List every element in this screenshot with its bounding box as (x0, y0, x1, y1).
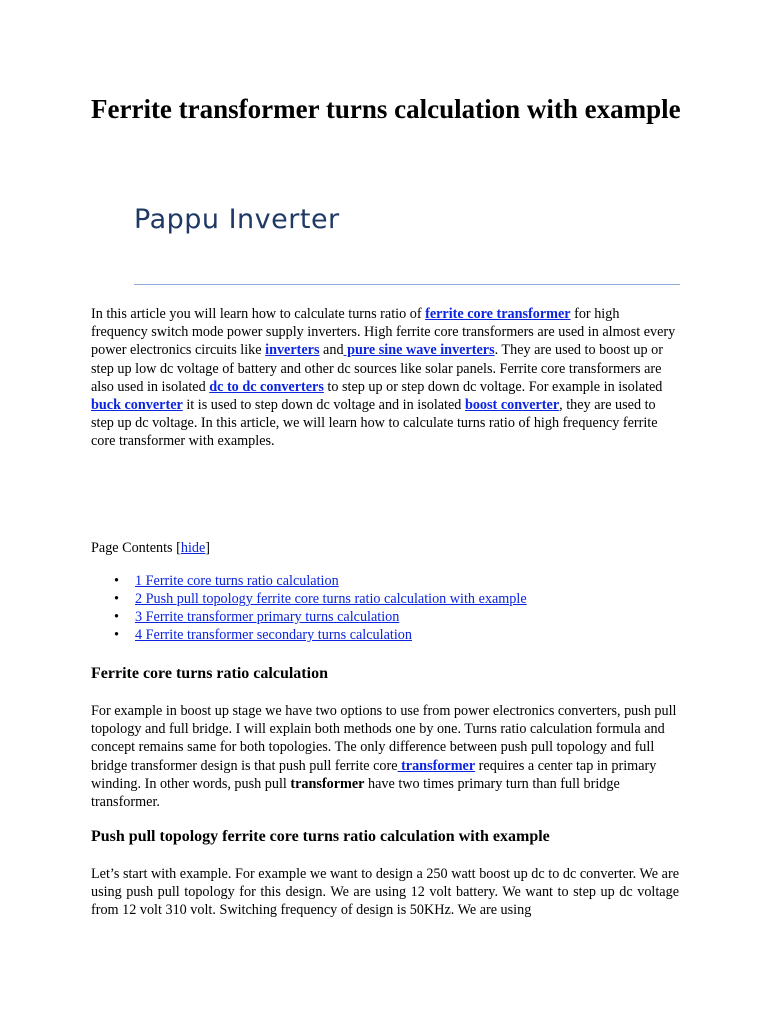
hide-contents-link[interactable]: hide (180, 540, 206, 556)
toc-link-2[interactable]: 2 Push pull topology ferrite core turns ratio calculation with example (135, 591, 527, 607)
section1-text: have two times primary turn than full bridge transformer. (91, 775, 620, 811)
bullet-icon: • (114, 591, 119, 607)
link-boost-converter[interactable]: boost converter (464, 397, 560, 414)
page-title: Ferrite transformer turns calculation with example (91, 94, 681, 124)
intro-text: and (319, 342, 344, 359)
section-heading-push-pull: Push pull topology ferrite core turns ratio calculation with example (91, 828, 550, 845)
section1-paragraph (91, 702, 679, 811)
toc-link-1[interactable]: 1 Ferrite core turns ratio calculation (135, 573, 339, 589)
link-dc-to-dc-converters[interactable]: dc to dc converters (209, 378, 324, 395)
toc-item (91, 626, 527, 644)
section1-text: requires a center tap in primary winding. In other words, push pull (91, 757, 657, 792)
link-inverters[interactable]: inverters (265, 342, 320, 359)
bullet-icon: • (114, 627, 119, 643)
intro-text: it is used to step down dc voltage and in isolated (182, 397, 465, 414)
link-pure-sine-wave-inverters[interactable]: pure sine wave inverters (343, 342, 495, 359)
author-subtitle: Pappu Inverter (134, 204, 340, 235)
section2-paragraph: Let’s start with example. For example we want to design a 250 watt boost up dc to dc converter. We are using push pull topology for this design. We are using 12 volt battery. We want to step up dc voltage from 12 volt 310 volt. Switching frequency of design is 50KHz. We are using (91, 866, 679, 919)
intro-text: In this article you will learn how to calculate turns ratio of (91, 306, 426, 322)
toc-link-4[interactable]: 4 Ferrite transformer secondary turns calculation (135, 627, 412, 643)
bullet-icon: • (114, 573, 119, 589)
toc-link-3[interactable]: 3 Ferrite transformer primary turns calculation (135, 609, 400, 625)
bullet-icon: • (114, 609, 119, 625)
toc-item (91, 572, 527, 590)
intro-text: . They are used to boost up or step up low dc voltage of battery and other dc sources like solar panels. Ferrite core transformers are also used in isolated (91, 342, 663, 395)
link-buck-converter[interactable]: buck converter (91, 397, 183, 414)
link-transformer[interactable]: transformer (397, 757, 476, 774)
intro-text: , they are used to step up dc voltage. In this article, we will learn how to calculate turns ratio of high frequency ferrite core transformer with examples. (91, 397, 658, 450)
link-ferrite-core-transformer[interactable]: ferrite core transformer (425, 306, 571, 322)
toc-item (91, 590, 527, 608)
section-heading-turns-ratio: Ferrite core turns ratio calculation (91, 665, 328, 682)
contents-label-text: Page Contents [ (91, 540, 181, 556)
intro-text: to step up or step down dc voltage. For example in isolated (323, 378, 663, 395)
table-of-contents (91, 572, 527, 644)
contents-label-close: ] (205, 540, 211, 556)
page-contents-label (91, 539, 210, 557)
subtitle-divider (134, 284, 680, 285)
section1-text: For example in boost up stage we have two options to use from power electronics converters, push pull topology and full bridge. I will explain both methods one by one. Turns ratio calculation formula and concept remains same for both topologies. The only difference between push pull topology and full bridge transformer design is that push pull ferrite core (91, 703, 677, 774)
intro-paragraph (91, 305, 679, 451)
toc-item (91, 608, 527, 626)
intro-text: for high frequency switch mode power supply inverters. High ferrite core transformers are used in almost every power electronics circuits like (91, 306, 676, 359)
bold-transformer: transformer (290, 775, 365, 792)
